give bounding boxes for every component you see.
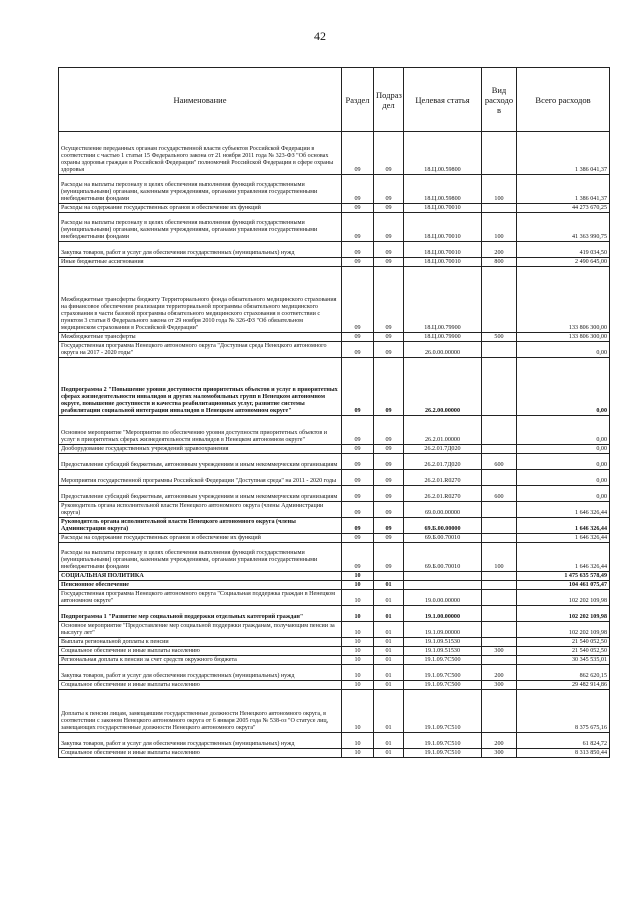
cell-name: Закупка товаров, работ и услуг для обеспечения государственных (муниципальных) нужд [59, 242, 342, 258]
cell-total: 61 824,72 [517, 733, 610, 749]
cell-name: Социальное обеспечение и иные выплаты населению [59, 647, 342, 656]
cell-expense-type [482, 622, 517, 638]
cell-article: 19.1.09.51530 [404, 647, 482, 656]
cell-section: 09 [342, 333, 374, 342]
cell-total: 0,00 [517, 445, 610, 454]
cell-section: 10 [342, 606, 374, 622]
cell-subsection: 01 [374, 733, 404, 749]
table-row [59, 502, 610, 518]
cell-expense-type: 100 [482, 175, 517, 204]
table-row [59, 342, 610, 358]
cell-section: 09 [342, 213, 374, 242]
cell-total: 1 646 326,44 [517, 534, 610, 543]
table-row [59, 132, 610, 175]
cell-name: Расходы на выплаты персоналу в целях обеспечения выполнения функций государственными (муниципальными) органами, казенными учреждениями, органами управления государственными внебюджетными фондами [59, 213, 342, 242]
table-row [59, 416, 610, 445]
cell-total: 133 806 300,00 [517, 333, 610, 342]
cell-expense-type: 200 [482, 242, 517, 258]
cell-subsection: 09 [374, 175, 404, 204]
cell-total: 102 202 109,98 [517, 590, 610, 606]
cell-subsection: 09 [374, 333, 404, 342]
cell-total: 30 345 535,01 [517, 656, 610, 665]
cell-section: 10 [342, 647, 374, 656]
cell-total: 0,00 [517, 358, 610, 416]
cell-name: Доплаты к пенсии лицам, замещавшим государственные должности Ненецкого автономного округа, в соответствии с законом Ненецкого автономного округа от 6 января 2005 года № 538-оз "О статусе лиц, замещающих государственные должности Ненецкого автономного округа" [59, 690, 342, 733]
cell-expense-type [482, 572, 517, 581]
cell-name: Руководитель органа исполнительной власти Ненецкого автономного округа (члены Администрации округа) [59, 502, 342, 518]
cell-article: 18.Ц.00.59800 [404, 132, 482, 175]
cell-expense-type [482, 518, 517, 534]
cell-article [404, 572, 482, 581]
cell-subsection: 09 [374, 518, 404, 534]
cell-expense-type [482, 342, 517, 358]
cell-subsection: 09 [374, 242, 404, 258]
cell-total: 1 475 635 578,49 [517, 572, 610, 581]
cell-subsection: 09 [374, 416, 404, 445]
table-row [59, 656, 610, 665]
cell-total: 0,00 [517, 486, 610, 502]
header-total: Всего расходов [517, 68, 610, 132]
table-row [59, 213, 610, 242]
cell-section: 10 [342, 733, 374, 749]
cell-section: 09 [342, 342, 374, 358]
table-row [59, 267, 610, 333]
cell-section: 09 [342, 486, 374, 502]
cell-article: 18.Ц.00.70010 [404, 213, 482, 242]
cell-article: 18.Ц.00.70010 [404, 242, 482, 258]
cell-subsection: 09 [374, 486, 404, 502]
cell-name: Основное мероприятие "Мероприятия по обеспечению уровня доступности приоритетных объектов и услуг в приоритетных сферах жизнедеятельности инвалидов в Ненецком автономном округе" [59, 416, 342, 445]
table-row [59, 445, 610, 454]
cell-expense-type [482, 204, 517, 213]
cell-subsection: 01 [374, 581, 404, 590]
cell-name: СОЦИАЛЬНАЯ ПОЛИТИКА [59, 572, 342, 581]
cell-name: Предоставление субсидий бюджетным, автономным учреждениям и иным некоммерческим организациям [59, 486, 342, 502]
cell-name: Социальное обеспечение и иные выплаты населению [59, 749, 342, 758]
cell-article: 19.1.09.7С510 [404, 749, 482, 758]
table-row [59, 581, 610, 590]
table-row [59, 333, 610, 342]
cell-expense-type [482, 470, 517, 486]
cell-section: 09 [342, 543, 374, 572]
table-row [59, 606, 610, 622]
cell-name: Мероприятия государственной программы Российской Федерации "Доступная среда" на 2011 - 2020 годы [59, 470, 342, 486]
cell-total: 8 313 850,44 [517, 749, 610, 758]
cell-article: 18.Ц.00.59800 [404, 175, 482, 204]
cell-section: 09 [342, 502, 374, 518]
cell-name: Пенсионное обеспечение [59, 581, 342, 590]
cell-section: 10 [342, 572, 374, 581]
cell-subsection: 09 [374, 204, 404, 213]
cell-name: Межбюджетные трансферты [59, 333, 342, 342]
cell-name: Руководитель органа исполнительной власти Ненецкого автономного округа (члены Администрации округа) [59, 518, 342, 534]
cell-total: 0,00 [517, 416, 610, 445]
cell-total: 1 646 326,44 [517, 502, 610, 518]
cell-total: 862 620,15 [517, 665, 610, 681]
cell-article: 19.1.00.00000 [404, 606, 482, 622]
table-row [59, 647, 610, 656]
cell-name: Расходы на содержание государственных органов и обеспечение их функций [59, 534, 342, 543]
cell-article: 19.1.09.7С500 [404, 665, 482, 681]
table-row [59, 258, 610, 267]
cell-name: Подпрограмма 1 "Развитие мер социальной поддержки отдельных категорий граждан" [59, 606, 342, 622]
cell-section: 09 [342, 242, 374, 258]
cell-name: Межбюджетные трансферты бюджету Территориального фонда обязательного медицинского страхования на финансовое обеспечение реализации территориальной программы обязательного медицинского страхования в части базовой программы обязательного медицинского страхования в соответствии с пунктом 3 статьи 8 Федерального закона от 29 ноября 2010 года № 326-ФЗ "Об обязательном медицинском страховании в Российской Федерации" [59, 267, 342, 333]
cell-name: Предоставление субсидий бюджетным, автономным учреждениям и иным некоммерческим организациям [59, 454, 342, 470]
cell-article: 19.1.09.7С500 [404, 681, 482, 690]
header-article: Целевая статья [404, 68, 482, 132]
cell-section: 09 [342, 518, 374, 534]
cell-name: Расходы на выплаты персоналу в целях обеспечения выполнения функций государственными (муниципальными) органами, казенными учреждениями, органами управления государственными внебюджетными фондами [59, 543, 342, 572]
cell-subsection: 09 [374, 543, 404, 572]
cell-article: 18.Ц.00.79900 [404, 333, 482, 342]
cell-section: 10 [342, 681, 374, 690]
cell-total: 104 461 075,47 [517, 581, 610, 590]
cell-section: 10 [342, 665, 374, 681]
cell-expense-type: 200 [482, 733, 517, 749]
cell-subsection: 01 [374, 681, 404, 690]
cell-expense-type [482, 267, 517, 333]
table-row [59, 590, 610, 606]
header-section: Раздел [342, 68, 374, 132]
cell-subsection: 09 [374, 267, 404, 333]
header-expense-type: Вид расходо в [482, 68, 517, 132]
cell-name: Расходы на выплаты персоналу в целях обеспечения выполнения функций государственными (муниципальными) органами, казенными учреждениями, органами управления государственными внебюджетными фондами [59, 175, 342, 204]
cell-article: 69.Б.00.00000 [404, 518, 482, 534]
table-row [59, 454, 610, 470]
cell-article: 19.0.00.00000 [404, 590, 482, 606]
cell-expense-type [482, 590, 517, 606]
cell-subsection: 01 [374, 749, 404, 758]
table-body [59, 132, 610, 758]
cell-article: 18.Ц.00.70010 [404, 258, 482, 267]
cell-section: 10 [342, 749, 374, 758]
cell-subsection: 01 [374, 647, 404, 656]
cell-article: 26.2.00.00000 [404, 358, 482, 416]
cell-subsection: 01 [374, 606, 404, 622]
cell-name: Выплата региональной доплаты к пенсии [59, 638, 342, 647]
table-header-row [59, 68, 610, 132]
cell-expense-type: 500 [482, 333, 517, 342]
cell-name: Иные бюджетные ассигнования [59, 258, 342, 267]
cell-article: 69.Б.00.70010 [404, 543, 482, 572]
cell-section: 09 [342, 534, 374, 543]
table-row [59, 543, 610, 572]
cell-section: 09 [342, 175, 374, 204]
cell-expense-type: 600 [482, 454, 517, 470]
cell-expense-type [482, 690, 517, 733]
cell-section: 10 [342, 581, 374, 590]
cell-expense-type [482, 534, 517, 543]
cell-total: 2 490 645,00 [517, 258, 610, 267]
cell-article: 69.0.00.00000 [404, 502, 482, 518]
cell-total: 0,00 [517, 454, 610, 470]
cell-total: 0,00 [517, 342, 610, 358]
cell-expense-type: 200 [482, 665, 517, 681]
cell-section: 09 [342, 132, 374, 175]
cell-total: 102 202 109,98 [517, 622, 610, 638]
table-row [59, 534, 610, 543]
table-row [59, 204, 610, 213]
budget-table [58, 67, 610, 758]
cell-total: 1 646 326,44 [517, 543, 610, 572]
cell-section: 10 [342, 656, 374, 665]
cell-name: Региональная доплата к пенсии за счет средств окружного бюджета [59, 656, 342, 665]
table-row [59, 358, 610, 416]
cell-subsection: 01 [374, 665, 404, 681]
table-row [59, 681, 610, 690]
cell-section: 10 [342, 690, 374, 733]
cell-subsection [374, 572, 404, 581]
cell-subsection: 09 [374, 454, 404, 470]
cell-article: 18.Ц.00.70010 [404, 204, 482, 213]
cell-subsection: 09 [374, 213, 404, 242]
cell-total: 0,00 [517, 470, 610, 486]
cell-section: 09 [342, 267, 374, 333]
cell-article: 69.Б.00.70010 [404, 534, 482, 543]
table-row [59, 518, 610, 534]
cell-subsection: 09 [374, 502, 404, 518]
cell-name: Закупка товаров, работ и услуг для обеспечения государственных (муниципальных) нужд [59, 665, 342, 681]
cell-expense-type [482, 606, 517, 622]
table-row [59, 242, 610, 258]
cell-name: Дооборудование государственных учреждений здравоохранения [59, 445, 342, 454]
table-row [59, 175, 610, 204]
cell-subsection: 01 [374, 622, 404, 638]
cell-expense-type [482, 581, 517, 590]
cell-section: 09 [342, 470, 374, 486]
cell-name: Основное мероприятие "Предоставление мер социальной поддержки гражданам, получающим пенсии за выслугу лет" [59, 622, 342, 638]
cell-total: 1 646 326,44 [517, 518, 610, 534]
cell-expense-type [482, 358, 517, 416]
cell-article [404, 581, 482, 590]
cell-expense-type: 100 [482, 213, 517, 242]
cell-section: 10 [342, 622, 374, 638]
cell-subsection: 01 [374, 656, 404, 665]
cell-name: Закупка товаров, работ и услуг для обеспечения государственных (муниципальных) нужд [59, 733, 342, 749]
table-row [59, 638, 610, 647]
cell-subsection: 09 [374, 445, 404, 454]
cell-name: Осуществление переданных органам государственной власти субъектов Российской Федерации в соответствии с частью 1 статьи 15 Федерального закона от 21 ноября 2011 года № 323-ФЗ "Об основах охраны здоровья граждан в Российской Федерации" полномочий Российской Федерации в сфере охраны здоровья [59, 132, 342, 175]
cell-total: 41 363 990,75 [517, 213, 610, 242]
cell-total: 102 202 109,98 [517, 606, 610, 622]
cell-article: 26.2.01.7Д020 [404, 445, 482, 454]
table-row [59, 749, 610, 758]
cell-article: 19.1.09.7С510 [404, 690, 482, 733]
cell-subsection: 09 [374, 132, 404, 175]
cell-section: 10 [342, 638, 374, 647]
cell-expense-type: 100 [482, 543, 517, 572]
table-row [59, 733, 610, 749]
cell-article: 26.2.01.7Д020 [404, 454, 482, 470]
cell-subsection: 09 [374, 258, 404, 267]
cell-name: Государственная программа Ненецкого автономного округа "Доступная среда Ненецкого автономного округа на 2017 - 2020 годы" [59, 342, 342, 358]
cell-subsection: 09 [374, 342, 404, 358]
cell-article: 19.1.09.7С510 [404, 733, 482, 749]
cell-total: 133 806 300,00 [517, 267, 610, 333]
cell-article: 18.Ц.00.79900 [404, 267, 482, 333]
page-number: 42 [314, 29, 326, 43]
cell-total: 1 386 041,37 [517, 175, 610, 204]
header-subsection: Подраз дел [374, 68, 404, 132]
cell-total: 1 386 041,37 [517, 132, 610, 175]
cell-total: 21 540 052,50 [517, 638, 610, 647]
cell-section: 09 [342, 454, 374, 470]
header-name: Наименование [59, 68, 342, 132]
cell-expense-type: 600 [482, 486, 517, 502]
cell-subsection: 09 [374, 470, 404, 486]
cell-subsection: 01 [374, 590, 404, 606]
cell-total: 44 273 670,25 [517, 204, 610, 213]
table-row [59, 486, 610, 502]
cell-name: Расходы на содержание государственных органов и обеспечение их функций [59, 204, 342, 213]
table-row [59, 470, 610, 486]
cell-expense-type [482, 502, 517, 518]
cell-section: 09 [342, 204, 374, 213]
cell-subsection: 01 [374, 690, 404, 733]
cell-article: 26.2.01.00000 [404, 416, 482, 445]
cell-subsection: 01 [374, 638, 404, 647]
cell-expense-type: 300 [482, 647, 517, 656]
cell-section: 09 [342, 358, 374, 416]
cell-subsection: 09 [374, 358, 404, 416]
cell-expense-type [482, 656, 517, 665]
table-row [59, 622, 610, 638]
cell-expense-type: 800 [482, 258, 517, 267]
table-row [59, 665, 610, 681]
cell-section: 10 [342, 590, 374, 606]
cell-expense-type [482, 416, 517, 445]
cell-total: 29 482 914,86 [517, 681, 610, 690]
cell-section: 09 [342, 258, 374, 267]
cell-article: 26.2.01.R0270 [404, 486, 482, 502]
table-row [59, 572, 610, 581]
cell-expense-type [482, 132, 517, 175]
cell-subsection: 09 [374, 534, 404, 543]
cell-article: 19.1.09.7С500 [404, 656, 482, 665]
cell-expense-type [482, 445, 517, 454]
cell-expense-type [482, 638, 517, 647]
cell-total: 419 034,50 [517, 242, 610, 258]
cell-name: Социальное обеспечение и иные выплаты населению [59, 681, 342, 690]
cell-expense-type: 300 [482, 681, 517, 690]
cell-total: 21 540 052,50 [517, 647, 610, 656]
cell-article: 19.1.09.51530 [404, 638, 482, 647]
cell-section: 09 [342, 445, 374, 454]
table-row [59, 690, 610, 733]
cell-name: Государственная программа Ненецкого автономного округа "Социальная поддержка граждан в Ненецком автономном округе" [59, 590, 342, 606]
cell-total: 8 375 675,16 [517, 690, 610, 733]
cell-expense-type: 300 [482, 749, 517, 758]
cell-article: 19.1.09.00000 [404, 622, 482, 638]
cell-article: 26.0.00.00000 [404, 342, 482, 358]
cell-article: 26.2.01.R0270 [404, 470, 482, 486]
cell-name: Подпрограмма 2 "Повышение уровня доступности приоритетных объектов и услуг в приоритетных сферах жизнедеятельности инвалидов и других маломобильных групп в Ненецком автономном округе, повышение доступности и качества реабилитационных услуг, развитие системы реабилитации социальной интеграции инвалидов в Ненецком автономном округе" [59, 358, 342, 416]
cell-section: 09 [342, 416, 374, 445]
